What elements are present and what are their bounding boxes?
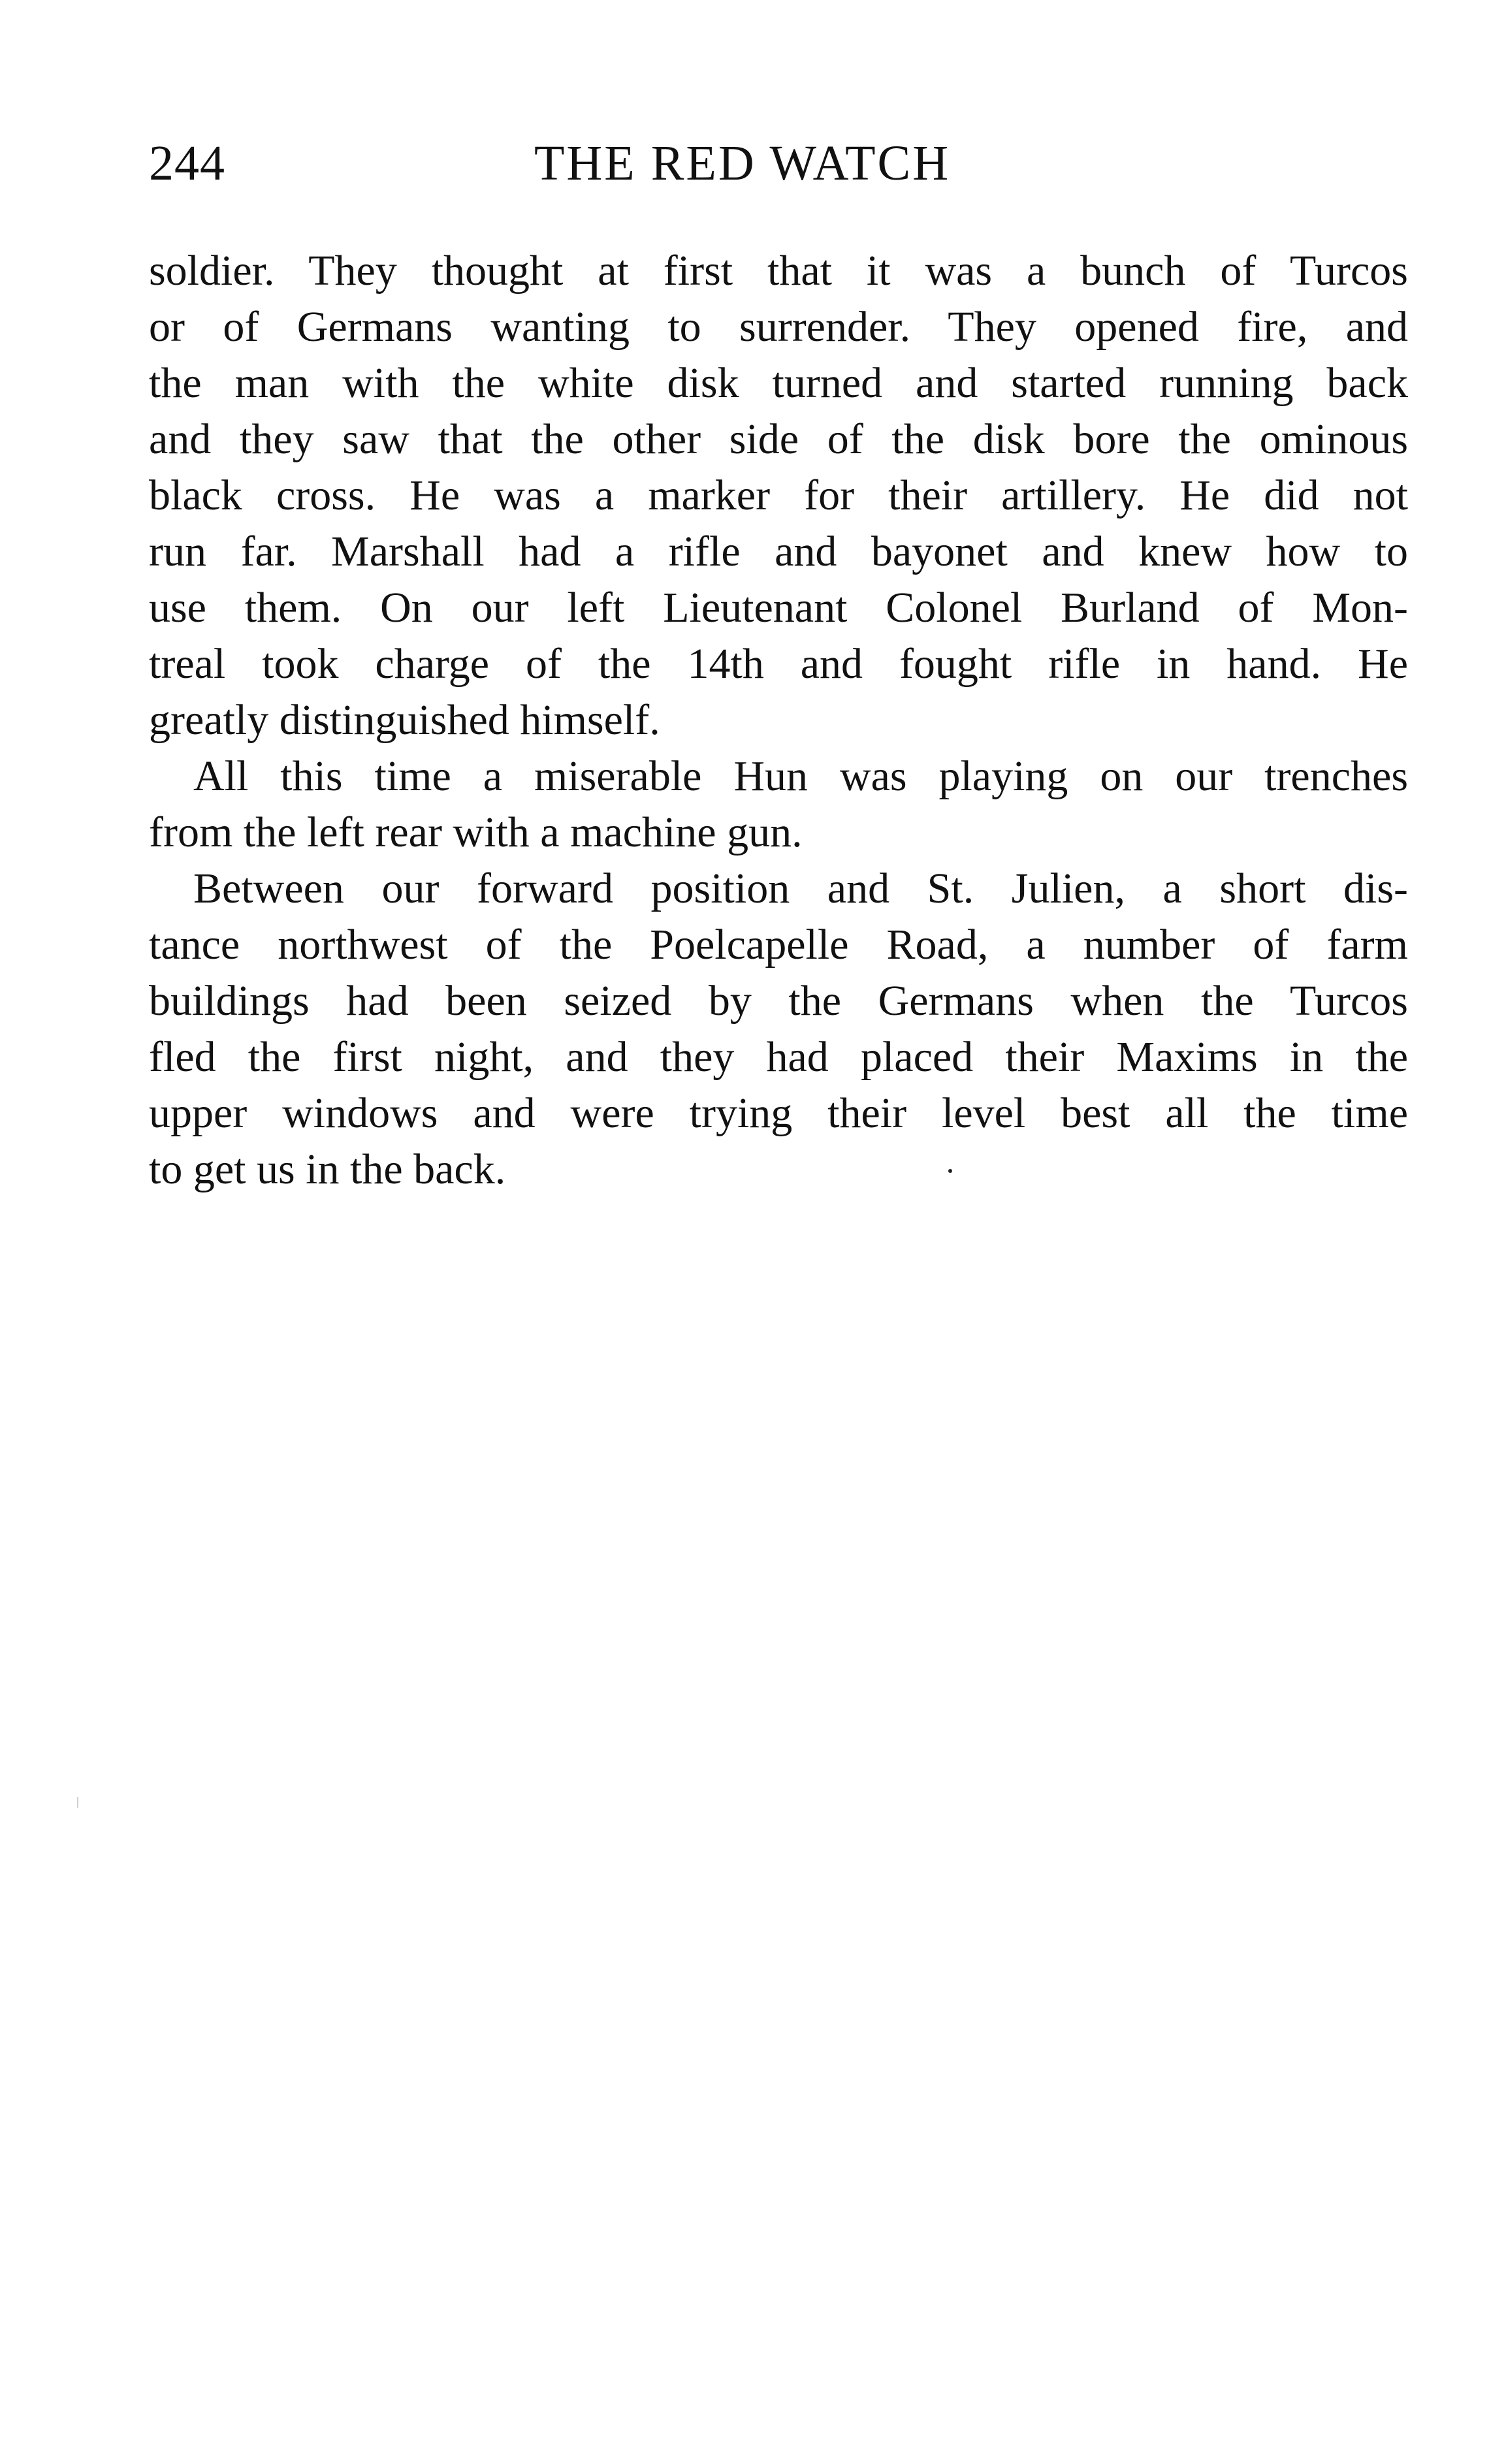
text-line-17: to get us in the back. [149,1145,506,1193]
text-line-14: buildings had been seized by the Germans when the Turcos [149,977,1408,1025]
page-number: 244 [149,136,225,191]
body-text [149,243,1408,1198]
text-line-1: soldier. They thought at first that it was a bunch of Turcos [149,247,1408,295]
text-line-6: run far. Marshall had a rifle and bayonet and knew how to [149,528,1408,575]
text-line-15: fled the first night, and they had placed their Maxims in the [149,1033,1408,1081]
running-head [149,127,1408,199]
text-line-4: and they saw that the other side of the disk bore the ominous [149,415,1408,463]
text-line-3: the man with the white disk turned and started running back [149,359,1408,407]
text-line-13: tance northwest of the Poelcapelle Road, a number of farm [149,921,1408,968]
text-line-12: Between our forward position and St. Julien, a short dis- [193,865,1408,912]
text-line-5: black cross. He was a marker for their artillery. He did not [149,472,1408,519]
text-line-8: treal took charge of the 14th and fought rifle in hand. He [149,640,1408,688]
running-title: THE RED WATCH [534,136,951,191]
stray-ink-dot [948,1169,952,1173]
text-line-9: greatly distinguished himself. [149,696,660,744]
text-line-7: use them. On our left Lieutenant Colonel Burland of Mon- [149,584,1408,632]
text-line-16: upper windows and were trying their level best all the time [149,1089,1408,1137]
scan-artifact-mark [77,1797,78,1808]
text-line-10: All this time a miserable Hun was playing on our trenches [193,752,1408,800]
text-line-11: from the left rear with a machine gun. [149,808,803,856]
text-line-2: or of Germans wanting to surrender. They opened fire, and [149,303,1408,351]
